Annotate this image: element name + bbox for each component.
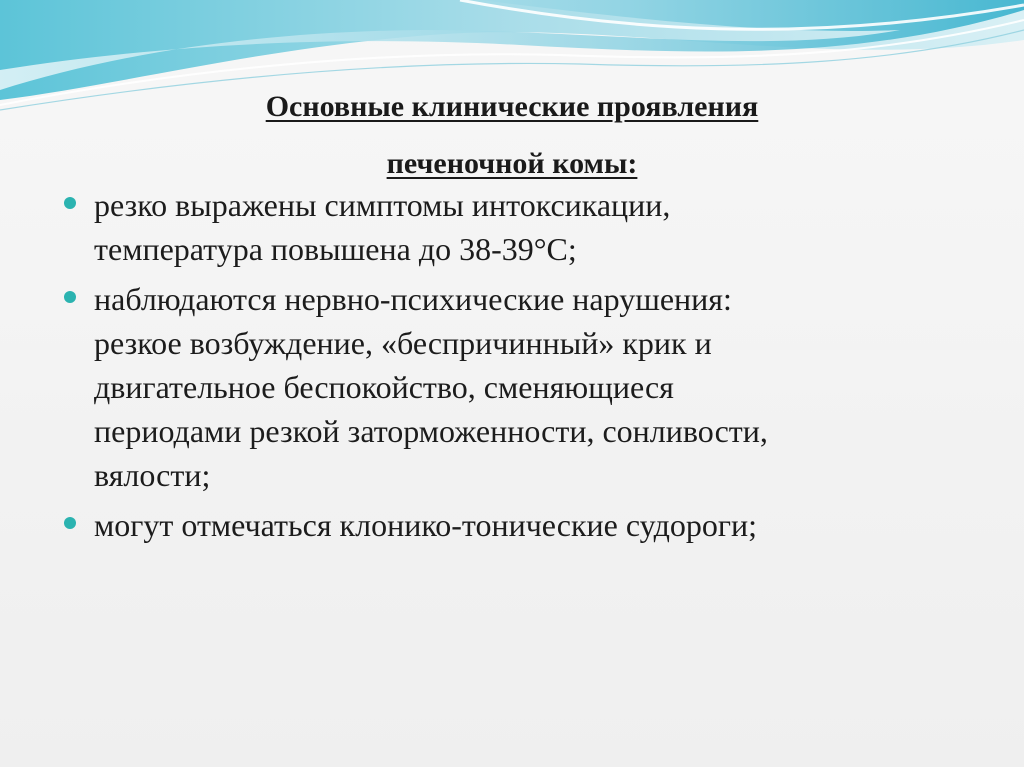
bullet-item-intoxication (62, 183, 982, 271)
bullet-list (62, 183, 982, 553)
title-line-2: печеночной комы: (386, 147, 638, 180)
bullet-line: резко выражены симптомы интоксикации, (94, 187, 671, 223)
bullet-line: вялости; (94, 457, 211, 493)
bullet-line: резкое возбуждение, «беспричинный» крик и (94, 325, 712, 361)
bullet-line: наблюдаются нервно-психические нарушения: (94, 281, 732, 317)
bullet-line: могут отмечаться клонико-тонические судороги; (94, 507, 758, 543)
bullet-line: двигательное беспокойство, сменяющиеся (94, 369, 674, 405)
title-line-1: Основные клинические проявления (265, 90, 759, 123)
bullet-item-neuro (62, 277, 982, 497)
slide-title (0, 78, 1024, 192)
bullet-dot-icon (64, 197, 76, 209)
bullet-line: периодами резкой заторможенности, сонливости, (94, 413, 768, 449)
bullet-dot-icon (64, 517, 76, 529)
bullet-dot-icon (64, 291, 76, 303)
bullet-item-seizures (62, 503, 982, 547)
bullet-line: температура повышена до 38-39°С; (94, 231, 577, 267)
